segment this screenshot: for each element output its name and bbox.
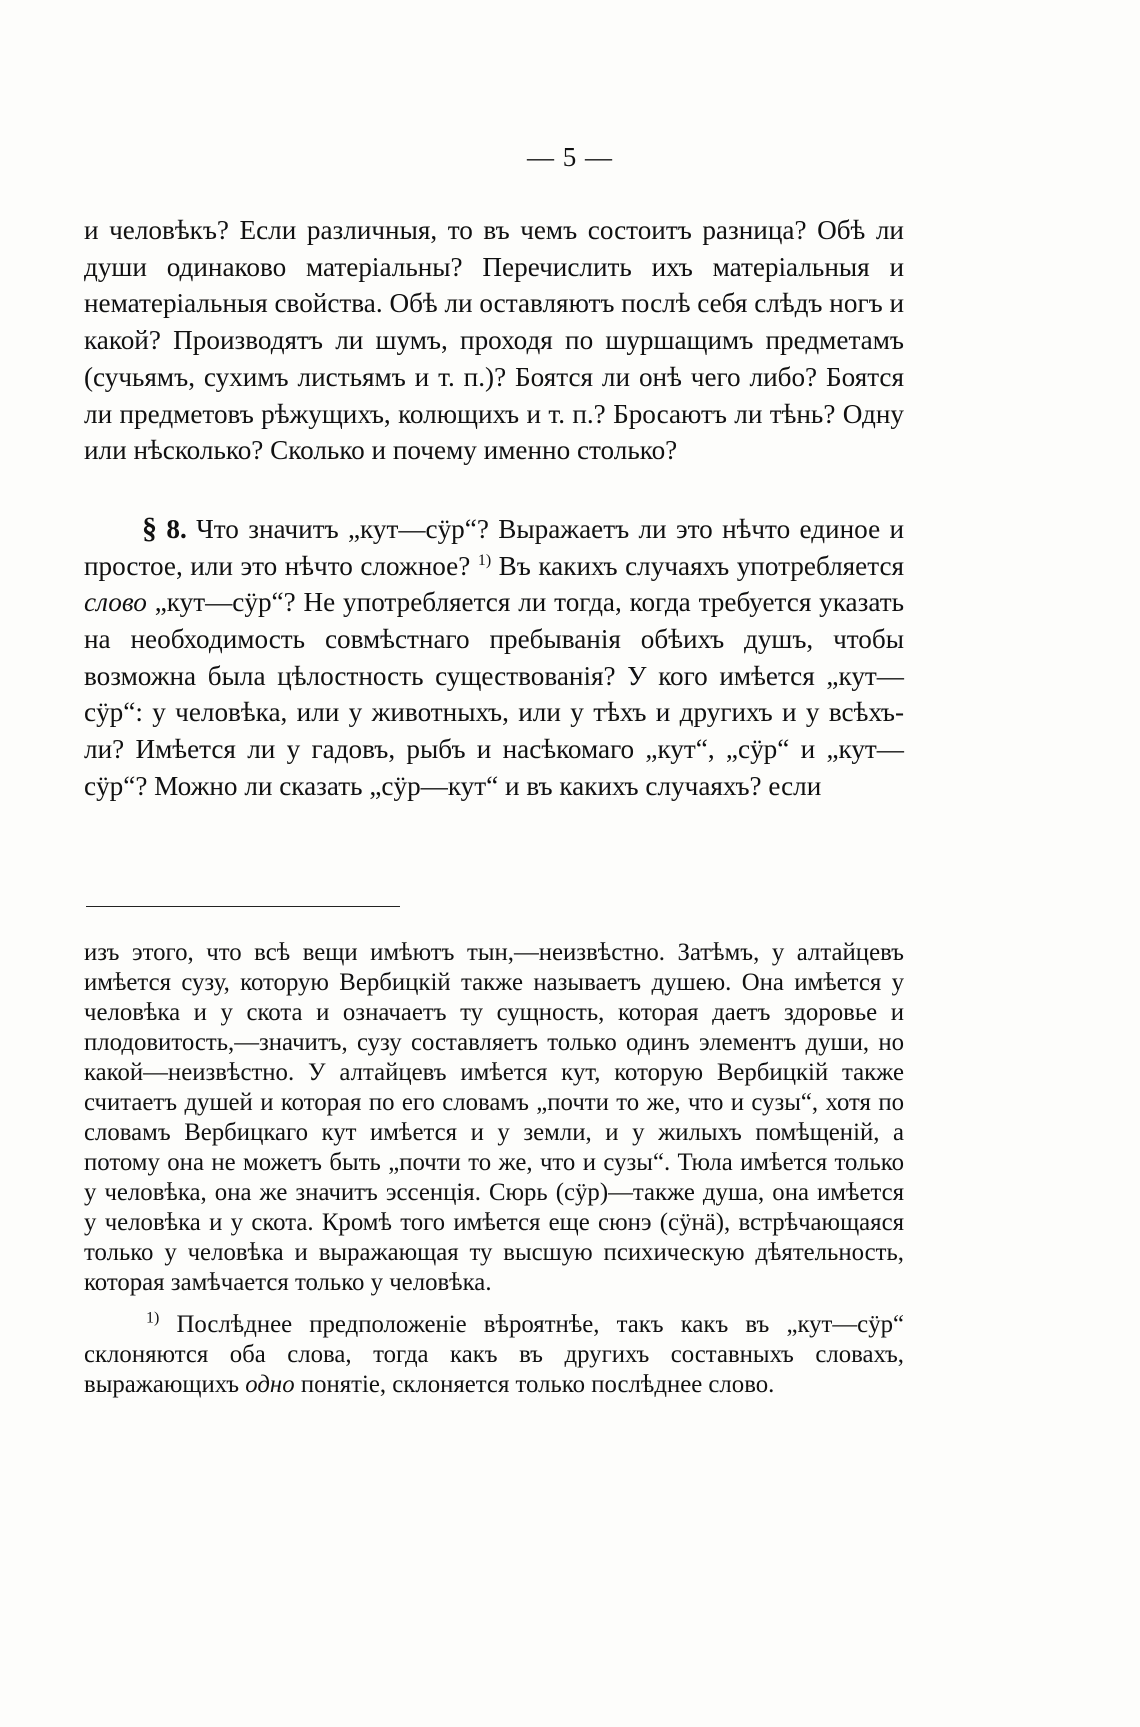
footnote-1	[84, 1310, 904, 1400]
previous-note-continuation: изъ этого, что всѣ вещи имѣютъ тын,—неизвѣстно. Затѣмъ, у алтайцевъ имѣется сузу, которую Вербицкій также называетъ душею. Она имѣется у человѣка и у скота и означаетъ ту сущность, которая даетъ здоровье и плодовитость,—значитъ, сузу составляетъ только одинъ элементъ души, но какой—неизвѣстно. У алтайцевъ имѣется кут, которую Вербицкій также считаетъ душей и которая по его словамъ „почти то же, что и сузы“, хотя по словамъ Вербицкаго кут имѣется и у земли, и у жилыхъ помѣщеній, а потому она не можетъ быть „почти то же, что и сузы“. Тюла имѣется только у человѣка, она же значитъ эссенція. Сюрь (сӱр)—также душа, она имѣется у человѣка и у скота. Кромѣ того имѣется еще сюнэ (сӱнä), встрѣчающаяся только у человѣка и выражающая ту высшую психическую дѣятельность, которая замѣчается только у человѣка.	[84, 939, 904, 1296]
section-text-part2: Въ какихъ случаяхъ употребляется	[498, 550, 905, 581]
intro-paragraph: и человѣкъ? Если различныя, то въ чемъ состоитъ разница? Обѣ ли души одинаково матеріальны? Перечислить ихъ матеріальныя и нематеріальныя свойства. Обѣ ли оставляютъ послѣ себя слѣдъ ногъ и какой? Производятъ ли шумъ, проходя по шуршащимъ предметамъ (сучьямъ, сухимъ листьямъ и т. п.)? Боятся ли онѣ чего либо? Боятся ли предметовъ рѣжущихъ, колющихъ и т. п.? Бросаютъ ли тѣнь? Одну или нѣсколько? Сколько и почему именно столько?	[84, 215, 904, 466]
footnote-separator	[86, 906, 400, 907]
section-number: 8.	[166, 513, 187, 544]
footnote-text-before: Послѣднее предположеніе вѣроятнѣе, такъ какъ въ „кут—сӱр“ склоняются оба слова, тогда какъ въ другихъ составныхъ словахъ, выражающихъ	[84, 1311, 904, 1398]
footnote-reference[interactable]: 1)	[477, 551, 492, 569]
section-emphasis: слово	[84, 587, 147, 618]
footnote-marker: 1)	[146, 1309, 160, 1327]
section-sign: §	[142, 511, 157, 545]
page-number: — 5 —	[527, 142, 613, 172]
main-text	[84, 212, 904, 805]
section-text-part1: Что значитъ „кут—сӱр“? Выражаетъ ли это нѣчто единое и простое, или это нѣчто сложное?	[84, 513, 905, 581]
footnote-emphasis: одно	[245, 1371, 295, 1398]
section-8-paragraph	[84, 511, 904, 805]
section-text-part3: „кут—сӱр“? Не употребляется ли тогда, когда требуется указать на необходимость совмѣстнаго пребыванія обѣихъ душъ, чтобы возможна была цѣлостность существованія? У кого имѣется „кут—сӱр“: у человѣка, или у животныхъ, или у тѣхъ и другихъ и у всѣхъ-ли? Имѣется ли у гадовъ, рыбъ и насѣкомаго „кут“, „сӱр“ и „кут—сӱр“? Можно ли сказать „сӱр—кут“ и въ какихъ случаяхъ? если	[84, 587, 905, 801]
footnote-text-after: понятіе, склоняется только послѣднее слово.	[300, 1371, 775, 1398]
footnotes-area	[84, 938, 904, 1400]
